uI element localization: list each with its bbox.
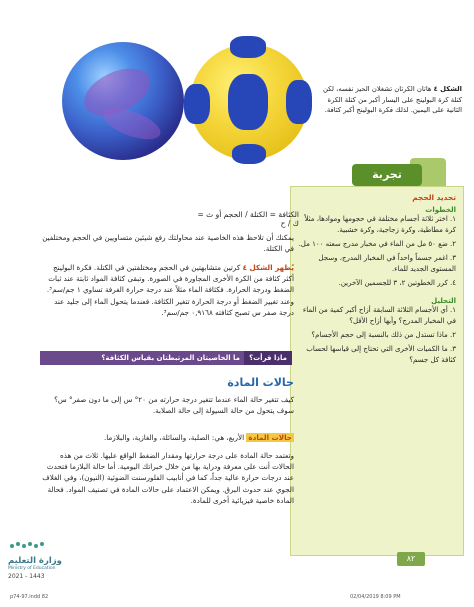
figure-caption bbox=[314, 84, 462, 116]
states-paragraph-2-text: الأربع، هي: الصلبة، والسائلة، والغازية، والبلازما. bbox=[103, 433, 245, 442]
ministry-english: Ministry of Education bbox=[8, 566, 56, 571]
figure-ref: يُظهر الشكل ٤ bbox=[242, 263, 294, 272]
paragraph-2 bbox=[40, 262, 294, 318]
step-3: ٣. اغمر جسماً واحداً في المخبار المدرج، وسجل المستوى الجديد للماء. bbox=[318, 254, 456, 273]
analysis-heading: التحليل bbox=[431, 297, 456, 305]
paragraph-2-text: كرتين متشابهتين في الحجم ومختلفتين في الكتلة. فكرة البولينج أكثر كثافة من الكرة الأخرى المجاورة في الصورة. وتبقى كثافة المواد ثابتة عند ثبات الضغط ودرجة الحرارة. فكثافة الماء مثلاً عند درجة حرارة الغرفة تساوي ١ جم/سم³. وعند تغيير الضغط أو درجة الحرارة تتغير الكثافة. فعندما يتحول الماء إلى جليد عند درجة صفر س تصبح كثافته ٠,٩١٦٨ جم/سم³. bbox=[46, 263, 294, 317]
print-footer bbox=[0, 586, 474, 607]
experiment-box bbox=[290, 186, 464, 556]
keyword-states-of-matter: حالات المادة bbox=[248, 433, 292, 442]
step-2: ٢. ضع ٥٠ مل من الماء في مخبار مدرج سعته ١٠٠ مل. bbox=[298, 240, 456, 248]
analysis-1: ١. أي الأجسام الثلاثة السابقة أزاح أكبر كمية من الماء في المخبار المدرج؟ وأيها أزاح الأقل؟ bbox=[302, 306, 456, 325]
caption-label: الشكل ٤ bbox=[433, 85, 462, 93]
density-equation: الكثافة = الكتلة / الحجم أو ث = ك / ح bbox=[197, 210, 299, 228]
states-paragraph-2 bbox=[40, 432, 294, 443]
step-1: ١. اختر ثلاثة أجسام مختلفة في حجومها وموادها، مثلاً كرة مطاطية، وكرة زجاجية، وكرة خشبية. bbox=[304, 215, 456, 234]
ministry-arabic: وزارة التعليم bbox=[8, 556, 62, 566]
ministry-logo-icon bbox=[8, 540, 48, 552]
ministry-logo bbox=[8, 537, 76, 580]
reading-check bbox=[40, 351, 292, 365]
reading-check-label: ماذا قرأت؟ bbox=[244, 351, 292, 365]
states-paragraph-1: كيف تتغير حالة الماء عندما تتغير درجة حرارته من ٢٠° س إلى ما دون صفر° س؟ سوف يتحول من حالة السيولة إلى حالة الصلابة. bbox=[54, 395, 294, 416]
ministry-year: 2021 - 1443 bbox=[8, 573, 45, 580]
caption-text: هاتان الكرتان تشغلان الحيز نفسه، لكن كتلة كرة البولينج على اليسار أكبر من كتلة الكرة الثانية على اليمين. لذلك فكرة البولينج أكبر كثافة. bbox=[322, 85, 462, 114]
soccer-ball-image bbox=[190, 44, 308, 160]
bowling-ball-image bbox=[62, 42, 184, 160]
states-paragraph-3: وتعتمد حالة المادة على درجة حرارتها ومقدار الضغط الواقع عليها. ثلاث من هذه الحالات أنت على معرفة ودراية بها من خلال خبراتك اليومية. أما حالة البلازما فتحدث عند درجات حرارة عالية جداً، كما في أنابيب الفلورسنت الضوئية (النيون)، وفي الغلاف الجوي عند حدوث البرق. ويمكن الاعتماد على حالات المادة في تصنيف المواد. فحالة المادة خاصية فيزيائية أخرى للمادة. bbox=[42, 451, 294, 505]
section-heading: حالات المادة bbox=[227, 376, 294, 389]
steps-heading: الخطوات bbox=[425, 206, 456, 214]
experiment-title: تحديد الحجم bbox=[412, 193, 456, 202]
page-number: ٨٢ bbox=[397, 552, 425, 566]
analysis-3: ٣. ما الكميات الأخرى التي تحتاج إلى قياسها لحساب كثافة كل جسم؟ bbox=[306, 345, 456, 364]
footer-file: p74-97.indd 82 bbox=[10, 594, 49, 600]
experiment-tab: تجربة bbox=[352, 164, 422, 186]
step-4: ٤. كرر الخطوتين ٢، ٣ للجسمين الآخرين. bbox=[338, 279, 456, 287]
footer-date: 02/04/2019 8:09 PM bbox=[350, 594, 401, 600]
paragraph-1: يمكنك أن تلاحظ هذه الخاصية عند محاولتك رفع شيئين متساويين في الحجم ومختلفين في الكتلة. bbox=[42, 233, 294, 254]
reading-check-question: ما الخاصيتان المرتبطتان بقياس الكثافة؟ bbox=[101, 354, 240, 362]
analysis-2: ٢. ماذا تستدل من ذلك بالنسبة إلى حجم الأجسام؟ bbox=[311, 331, 456, 339]
